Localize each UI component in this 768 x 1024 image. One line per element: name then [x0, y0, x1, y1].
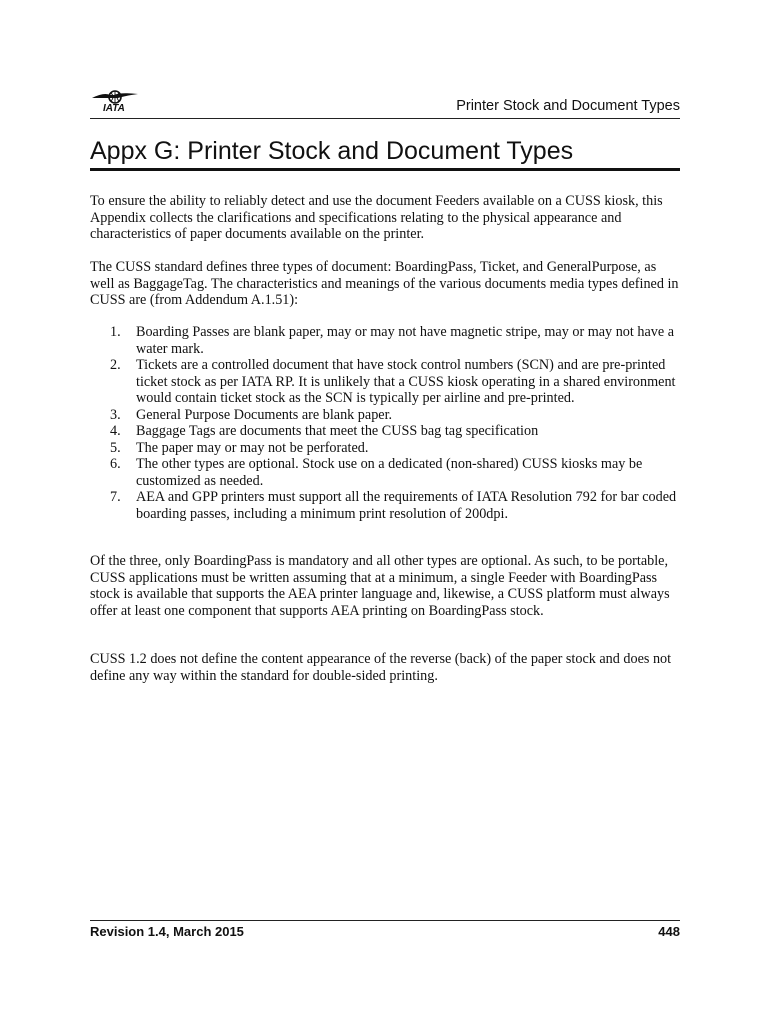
title-rule — [90, 168, 680, 171]
iata-logo-text: IATA — [103, 103, 125, 114]
boardingpass-paragraph — [90, 553, 682, 619]
list-number: 6. — [110, 456, 121, 472]
paragraph-text: The CUSS standard defines three types of document: BoardingPass, Ticket, and GeneralPurpose, as well as BaggageTag. The characteristics and meanings of the various documents media types defined in CUSS are (from Addendum A.1.51): — [90, 259, 679, 308]
list-item-text: AEA and GPP printers must support all the requirements of IATA Resolution 792 for bar coded boarding passes, including a minimum print resolution of 200dpi. — [136, 489, 677, 522]
document-types-list — [90, 324, 682, 522]
list-item-text: General Purpose Documents are blank paper. — [136, 406, 393, 423]
iata-logo — [90, 86, 140, 116]
page-header — [90, 86, 680, 119]
list-item-text: The other types are optional. Stock use on a dedicated (non-shared) CUSS kiosks may be customized as needed. — [136, 456, 643, 489]
page-title: Appx G: Printer Stock and Document Types — [90, 137, 574, 165]
list-item — [90, 489, 682, 522]
list-item — [90, 407, 682, 424]
list-item — [90, 357, 682, 407]
revision-label: Revision 1.4, March 2015 — [90, 924, 244, 939]
list-number: 4. — [110, 423, 121, 439]
list-item — [90, 423, 682, 440]
list-number: 2. — [110, 357, 121, 373]
list-item-text: The paper may or may not be perforated. — [136, 439, 369, 456]
page-footer — [90, 920, 680, 939]
list-item-text: Baggage Tags are documents that meet the CUSS bag tag specification — [136, 423, 539, 439]
list-number: 7. — [110, 489, 121, 505]
list-item-text: Boarding Passes are blank paper, may or may not have magnetic stripe, may or may not have a water mark. — [136, 324, 674, 357]
list-item — [90, 456, 682, 489]
list-number: 5. — [110, 439, 121, 456]
paragraph-text: Of the three, only BoardingPass is mandatory and all other types are optional. As such, to be portable, CUSS applications must be written assuming that at a minimum, a single Feeder with BoardingPass stock is available that supports the AEA printer language and, likewise, a CUSS platform must always offer at least one component that supports AEA printing on BoardingPass stock. — [90, 553, 670, 619]
types-paragraph — [90, 259, 682, 309]
list-item — [90, 324, 682, 357]
intro-paragraph — [90, 193, 682, 243]
list-number: 1. — [110, 324, 121, 340]
reverse-side-paragraph — [90, 651, 682, 684]
list-item — [90, 440, 682, 457]
paragraph-text: CUSS 1.2 does not define the content appearance of the reverse (back) of the paper stock and does not define any way within the standard for double-sided printing. — [90, 651, 672, 684]
running-header-title: Printer Stock and Document Types — [456, 98, 680, 114]
paragraph-text: To ensure the ability to reliably detect and use the document Feeders available on a CUSS kiosk, this Appendix collects the clarifications and specifications relating to the physical appearance and characteristics of paper documents available on the printer. — [90, 193, 663, 242]
page-number: 448 — [658, 924, 680, 939]
list-item-text: Tickets are a controlled document that have stock control numbers (SCN) and are pre-printed ticket stock as per IATA RP. It is unlikely that a CUSS kiosk operating in a shared environment would contain ticket stock as the SCN is typically per airline and pre-printed. — [136, 357, 676, 406]
list-number: 3. — [110, 406, 121, 423]
